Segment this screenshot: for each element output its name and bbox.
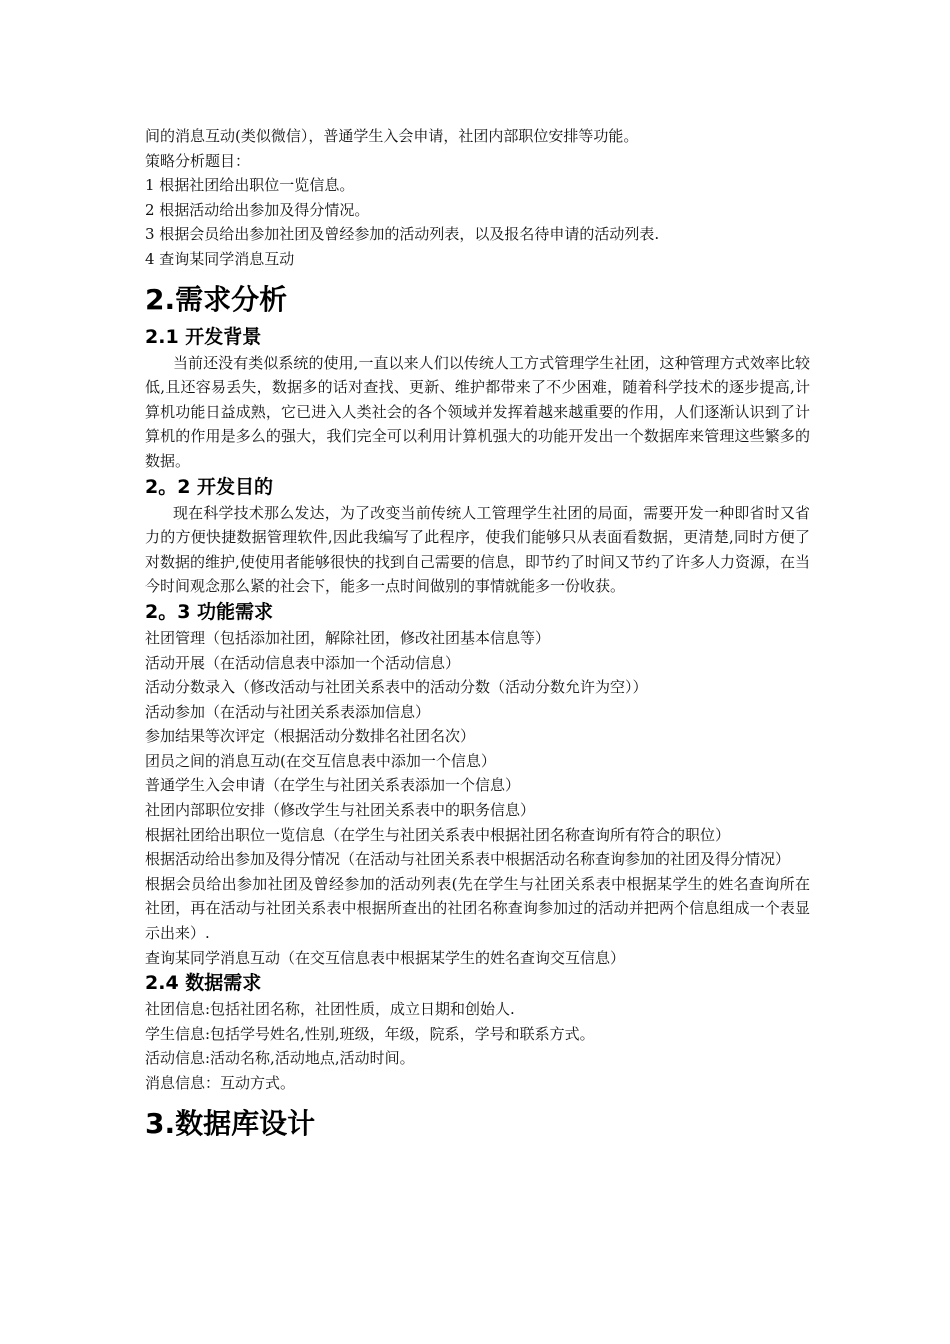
function-item: 参加结果等次评定（根据活动分数排名社团名次） xyxy=(145,727,476,746)
section-3-heading: 3.数据库设计 xyxy=(145,1106,316,1140)
data-item: 消息信息：互动方式。 xyxy=(145,1074,296,1092)
section-2-3-heading: 2。3 功能需求 xyxy=(145,600,274,623)
section-2-1-heading: 2.1 开发背景 xyxy=(145,325,262,348)
data-item: 学生信息:包括学号姓名,性别,班级，年级，院系，学号和联系方式。 xyxy=(145,1024,595,1043)
function-item: 活动开展（在活动信息表中添加一个活动信息） xyxy=(145,653,461,672)
intro-line: 策略分析题目： xyxy=(145,151,251,170)
section-2-heading: 2.需求分析 xyxy=(145,282,288,316)
function-item: 团员之间的消息互动(在交互信息表中添加一个信息） xyxy=(145,751,496,770)
background-paragraph: 当前还没有类似系统的使用,一直以来人们以传统人工方式管理学生社团，这种管理方式效率比较低,且还容易丢失，数据多的话对查找、更新、维护都带来了不少困难，随着科学技术的逐步提高,计算机功能日益成熟，它已进入人类社会的各个领域并发挥着越来越重要的作用，人们逐渐认识到了计算机的作用是多么的强大，我们完全可以利用计算机强大的功能开发出一个数据库来管理这些繁多的数据。 xyxy=(145,353,810,470)
section-2-2-heading: 2。2 开发目的 xyxy=(145,475,274,498)
intro-line: 1 根据社团给出职位一览信息。 xyxy=(145,176,355,195)
intro-line: 间的消息互动(类似微信），普通学生入会申请，社团内部职位安排等功能。 xyxy=(145,127,639,145)
data-item: 活动信息:活动名称,活动地点,活动时间。 xyxy=(145,1049,415,1068)
function-item: 活动分数录入（修改活动与社团关系表中的活动分数（活动分数允许为空）） xyxy=(145,678,648,697)
function-item: 查询某同学消息互动（在交互信息表中根据某学生的姓名查询交互信息） xyxy=(145,948,626,967)
function-item: 根据社团给出职位一览信息（在学生与社团关系表中根据社团名称查询所有符合的职位） xyxy=(145,825,731,844)
intro-line: 4 查询某同学消息互动 xyxy=(145,249,295,268)
section-2-4-heading: 2.4 数据需求 xyxy=(145,972,262,995)
function-item: 根据会员给出参加社团及曾经参加的活动列表(先在学生与社团关系表中根据某学生的姓名查询所在社团，再在活动与社团关系表中根据所查出的社团名称查询参加过的活动并把两个信息组成一个表显示出来）. xyxy=(145,874,810,943)
purpose-paragraph: 现在科学技术那么发达，为了改变当前传统人工管理学生社团的局面，需要开发一种即省时又省力的方便快捷数据管理软件,因此我编写了此程序，使我们能够只从表面看数据，更清楚,同时方便了对数据的维护,使使用者能够很快的找到自己需要的信息，即节约了时间又节约了许多人力资源，在当今时间观念那么紧的社会下，能多一点时间做别的事情就能多一份收获。 xyxy=(145,503,810,596)
function-item: 普通学生入会申请（在学生与社团关系表添加一个信息） xyxy=(145,776,521,795)
document-page xyxy=(145,124,810,1148)
function-item: 活动参加（在活动与社团关系表添加信息） xyxy=(145,702,431,721)
function-item: 社团内部职位安排（修改学生与社团关系表中的职务信息） xyxy=(145,801,536,820)
intro-line: 3 根据会员给出参加社团及曾经参加的活动列表，以及报名待申请的活动列表. xyxy=(145,225,660,244)
function-item: 根据活动给出参加及得分情况（在活动与社团关系表中根据活动名称查询参加的社团及得分情况） xyxy=(145,850,791,869)
data-item: 社团信息:包括社团名称，社团性质，成立日期和创始人. xyxy=(145,1000,515,1019)
function-item: 社团管理（包括添加社团，解除社团，修改社团基本信息等） xyxy=(145,628,551,647)
intro-line: 2 根据活动给出参加及得分情况。 xyxy=(145,200,370,219)
